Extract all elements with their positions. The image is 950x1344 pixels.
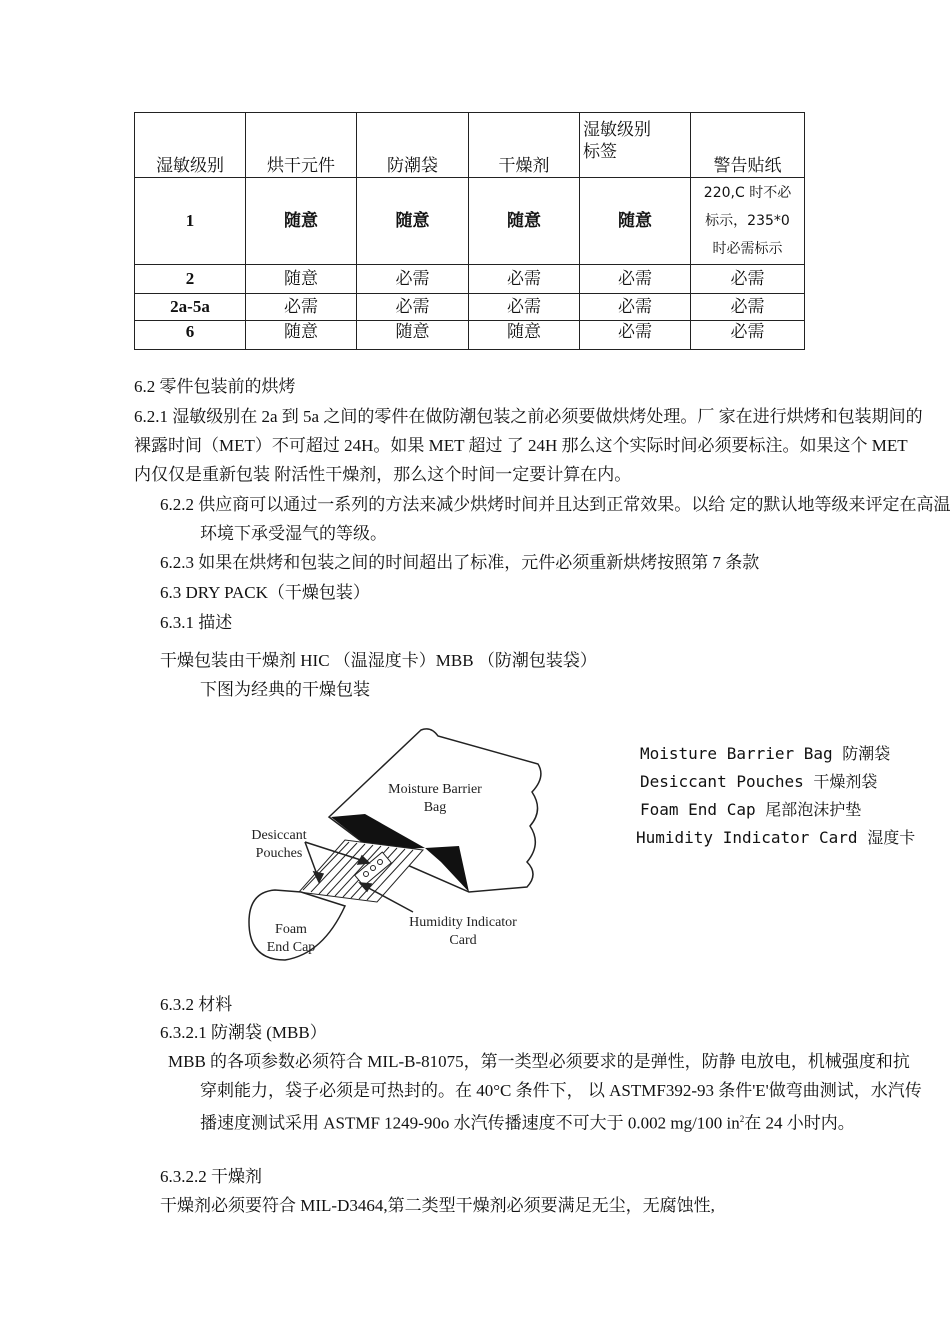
table-cell: 随意 (246, 265, 357, 294)
table-cell: 随意 (357, 321, 469, 350)
table-cell: 必需 (357, 294, 469, 321)
table-cell: 必需 (691, 294, 805, 321)
table-cell: 必需 (580, 265, 691, 294)
figure-label-pouches: Desiccant (251, 828, 307, 843)
table-cell: 必需 (580, 294, 691, 321)
table-cell: 随意 (246, 321, 357, 350)
dry-pack-figure (245, 722, 585, 972)
mbb-tail: 在 24 小时内。 (744, 1113, 855, 1133)
mbb-superscript: 2 (739, 1114, 745, 1124)
table-header-row (135, 113, 805, 178)
header-label-line: 湿敏级别 (583, 120, 651, 139)
table-cell: 必需 (691, 321, 805, 350)
figure-label-pouches: Pouches (255, 846, 303, 861)
header-cell (580, 113, 691, 178)
header-label-line: 标签 (583, 142, 617, 161)
level-cell: 6 (135, 321, 246, 350)
warning-line: 标示，235*0 (705, 213, 790, 229)
figure-label-bag: Bag (423, 800, 447, 815)
section-heading-6-2: 6.2 零件包装前的烘烤 (134, 377, 296, 396)
table-cell: 必需 (357, 265, 469, 294)
legend-item: Foam End Cap 尾部泡沫护垫 (640, 800, 862, 819)
table-cell: 随意 (357, 178, 469, 265)
paragraph-desiccant: 干燥剂必须要符合 MIL-D3464,第二类型干燥剂必须要满足无尘，无腐蚀性, (160, 1196, 715, 1215)
dry-pack-description: 干燥包装由干燥剂 HIC （温湿度卡）MBB （防潮包装袋） (160, 651, 597, 670)
level-cell: 2 (135, 265, 246, 294)
figure-label-foam: Foam (275, 922, 307, 937)
table-cell: 随意 (469, 321, 580, 350)
table-row (135, 178, 805, 265)
legend-item: Desiccant Pouches 干燥剂袋 (640, 772, 878, 791)
header-cell: 干燥剂 (469, 113, 580, 178)
table-row (135, 265, 805, 294)
section-heading-6-3: 6.3 DRY PACK（干燥包装） (160, 583, 370, 602)
figure-legend (636, 740, 936, 852)
header-cell: 防潮袋 (357, 113, 469, 178)
table-cell: 必需 (469, 265, 580, 294)
figure-intro: 下图为经典的干燥包装 (200, 680, 370, 699)
section-heading-6-3-2-2: 6.3.2.2 干燥剂 (160, 1167, 262, 1186)
table-cell: 必需 (246, 294, 357, 321)
paragraph-6-2-1: 6.2.1 湿敏级别在 2a 到 5a 之间的零件在做防潮包装之前必须要做烘烤处理。厂 家在进行烘烤和包装期间的裸露时间（MET）不可超过 24H。如果 MET 超过 了 24H 那么这个实际时间必须要标注。如果这个 MET 内仅仅是重新包装 附活性干燥剂，那么这个时间一定要计算在内。 (134, 407, 923, 484)
warning-cell (691, 178, 805, 265)
header-cell: 烘干元件 (246, 113, 357, 178)
table-cell: 必需 (691, 265, 805, 294)
paragraph-mbb (168, 1047, 924, 1138)
msl-table (134, 112, 805, 350)
paragraph-6-2-3: 6.2.3 如果在烘烤和包装之间的时间超出了标准，元件必须重新烘烤按照第 7 条款 (160, 553, 760, 572)
level-cell: 2a-5a (135, 294, 246, 321)
level-cell: 1 (135, 178, 246, 265)
legend-item: Moisture Barrier Bag 防潮袋 (640, 744, 891, 763)
warning-line: 时必需标示 (712, 241, 783, 257)
figure-label-hic: Card (449, 933, 477, 948)
table-row (135, 294, 805, 321)
legend-item: Humidity Indicator Card 湿度卡 (636, 828, 916, 847)
table-cell: 必需 (469, 294, 580, 321)
warning-line: 220,C 时不必 (703, 185, 792, 201)
section-heading-6-3-1: 6.3.1 描述 (160, 613, 233, 632)
table-cell: 随意 (246, 178, 357, 265)
table-cell: 随意 (580, 178, 691, 265)
figure-label-hic: Humidity Indicator (409, 915, 517, 930)
section-heading-6-3-2: 6.3.2 材料 (160, 995, 233, 1014)
section-heading-6-3-2-1: 6.3.2.1 防潮袋 (MBB） (160, 1023, 327, 1042)
header-cell: 警告贴纸 (691, 113, 805, 178)
mbb-text: MBB 的各项参数必须符合 MIL-B-81075，第一类型必须要求的是弹性，防静 电放电，机械强度和抗穿刺能力，袋子必须是可热封的。在 40°C 条件下， 以 ASTMF392-93 条件'E'做弯曲测试，水汽传播速度测试采用 ASTMF 1249-90o 水汽传播速度不可大于 0.002 mg/100 in (168, 1052, 922, 1133)
figure-label-bag: Moisture Barrier (388, 782, 482, 797)
paragraph-6-2-2: 6.2.2 供应商可以通过一系列的方法来减少烘烤时间并且达到正常效果。以给 定的默认地等级来评定在高温环境下承受湿气的等级。 (160, 495, 950, 543)
figure-label-foam: End Cap (266, 940, 316, 955)
table-row (135, 321, 805, 350)
table-cell: 必需 (580, 321, 691, 350)
header-cell: 湿敏级别 (135, 113, 246, 178)
table-cell: 随意 (469, 178, 580, 265)
